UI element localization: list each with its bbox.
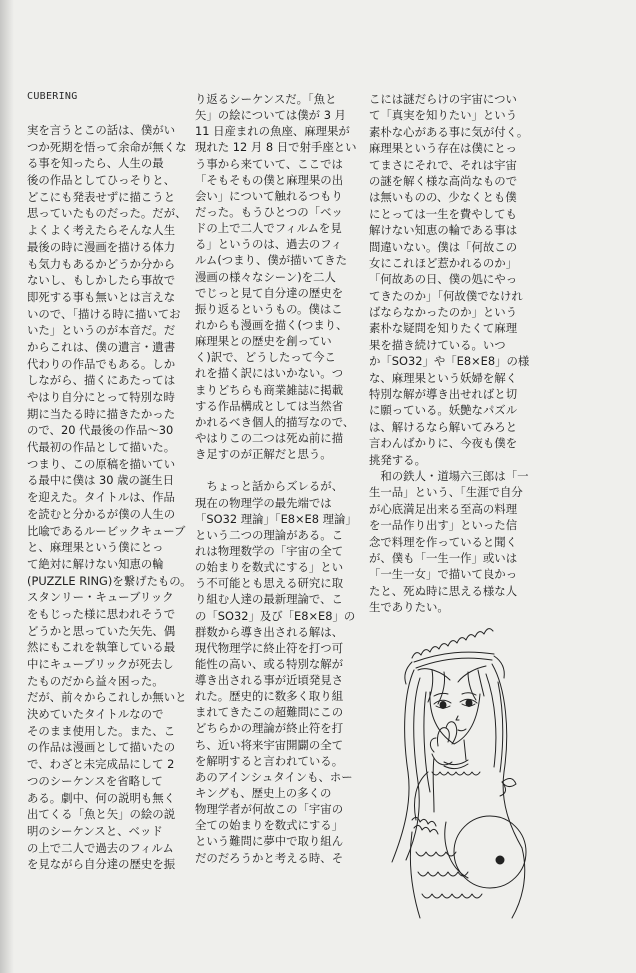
text-line: 最後の時に漫画を描ける体力	[27, 239, 176, 254]
text-line: だった。もうひとつの「ベッ	[195, 204, 343, 219]
text-line: 挑発する。	[369, 452, 426, 467]
text-line: る最中に僕は 30 歳の誕生日	[27, 473, 175, 488]
text-line: まりどちらも商業雑誌に掲載	[195, 382, 344, 397]
text-line: どちらかの理論が終止符を打	[195, 721, 344, 736]
text-line: 間違いない。僕は「何故この	[369, 239, 518, 254]
text-line: てきたのか」「何故僕でなけれ	[369, 288, 523, 303]
text-line: でじっと見て自分達の歴史を	[195, 285, 344, 300]
text-line: 果を描き続けている。いつ	[369, 337, 506, 352]
text-line: 振り返るというもの。僕はこ	[195, 301, 343, 316]
text-line: 「そもそもの僕と麻理果の出	[195, 172, 344, 187]
text-line: 全ての始まりを数式にする」	[195, 818, 344, 833]
text-line: 念で料理を作っていると聞く	[369, 534, 518, 549]
text-line: 「一生一女」で描いて良かっ	[369, 567, 518, 582]
text-line: かれるべき個人的描写なので、	[195, 414, 355, 429]
text-line: 現在の物理学の最先端では	[195, 495, 332, 510]
text-line: だのだろうかと考える時、そ	[195, 850, 344, 865]
text-line: つのシーケンスを省略して	[27, 773, 163, 788]
text-line: 代最初の作品として描いた。	[27, 440, 176, 455]
illustration-girl	[372, 622, 532, 922]
text-line: という二つの理論がある。こ	[195, 527, 344, 542]
text-line: り組む人達の最新理論で、こ	[195, 592, 343, 607]
text-line: 「何故あの日、僕の処にやっ	[369, 272, 518, 287]
text-line: は無いものの、少なくとも僕	[369, 190, 517, 205]
text-line: 後の作品としてひっそりと、	[27, 173, 176, 188]
text-line: な、麻理果という妖婦を解く	[369, 370, 518, 385]
text-line: を見ながら自分達の歴史を振	[27, 857, 176, 872]
text-line: ち、近い将来宇宙開闢の全て	[195, 737, 344, 752]
text-line: 代わりの作品でもある。しか	[27, 356, 176, 371]
text-line: 期に当たる時に描きたかった	[27, 406, 176, 421]
text-line: 会い」について触れるつもり	[195, 188, 343, 203]
paragraph	[369, 91, 533, 468]
text-line: て「真実を知りたい」という	[369, 108, 518, 123]
text-line: する作品構成としては当然省	[195, 398, 344, 413]
text-line: 漫画の様々なシーン)を二人	[195, 269, 336, 284]
text-line: 比喩であるルービックキューブ	[27, 523, 186, 538]
text-line: 麻理果という存在は僕にとっ	[369, 141, 517, 156]
text-line: こには謎だらけの宇宙につい	[369, 92, 517, 106]
text-line: 現れた 12 月 8 日で射手座とい	[195, 140, 357, 155]
text-line: の始まりを数式にする」とい	[195, 560, 344, 575]
text-line: れた。歴史的に数多く取り組	[195, 689, 344, 704]
text-line: れを描く訳にはいかない。つ	[195, 366, 344, 381]
text-line: 言わんばかりに、今夜も僕を	[369, 436, 518, 451]
text-line: たと、死ぬ時に思える様な人	[369, 583, 518, 598]
text-line: の謎を解く様な高尚なもので	[369, 173, 518, 188]
text-line: う不可能とも思える研究に取	[195, 576, 344, 591]
text-line: の作品は漫画として描いたの	[27, 740, 176, 755]
text-line: 決めていたタイトルなので	[27, 707, 164, 722]
text-line: をもじった様に思われそうで	[27, 606, 176, 621]
text-line: 実を言うとこの話は、僕がい	[27, 123, 176, 137]
text-line: 物理学者が何故この「宇宙の	[195, 802, 344, 817]
text-line: にとっては一生を費やしても	[369, 206, 517, 221]
paragraph	[195, 478, 359, 865]
text-column-2	[195, 91, 359, 866]
text-line: という難問に夢中で取り組ん	[195, 834, 344, 849]
text-line: も気力もあるかどうか分から	[27, 256, 176, 271]
text-line: 中にキューブリックが死去し	[27, 657, 174, 671]
text-line: 即死する事も無いとは言えな	[27, 289, 176, 304]
text-line: り返るシーケンスだ。「魚と	[195, 92, 337, 106]
text-line: からこれは、僕の遺言・遺書	[27, 339, 176, 354]
text-line: ばならなかったのか」という	[369, 305, 518, 320]
text-line: あのアインシュタインも、ホー	[195, 769, 353, 784]
text-line: 特別な解が導き出せればと切	[369, 387, 518, 402]
text-line: ルム(つまり、僕が描いてきた	[195, 253, 348, 268]
text-line: ドの上で二人でフィルムを見	[195, 221, 342, 236]
text-line: だが、前々からこれしか無いと	[27, 690, 187, 705]
text-line: 矢」の絵については僕が 3 月	[195, 108, 346, 123]
text-line: キングも、歴史上の多くの	[195, 786, 332, 801]
text-line: 明のシーケンスと、ベッド	[27, 823, 163, 838]
text-line: の「SO32」及び「E8×E8」の	[195, 608, 356, 623]
text-line: いた」というのが本音だ。だ	[27, 323, 176, 338]
text-line: 生でありたい。	[369, 600, 449, 615]
text-line: ある。劇中、何の説明も無く	[27, 790, 176, 805]
text-line: 然にもこれを執筆している最	[27, 640, 176, 655]
text-line: と、麻理果という僕にとっ	[27, 540, 164, 555]
text-line: は、解けるなら解いてみろと	[369, 419, 518, 434]
text-line: く)訳で、どうしたって今こ	[195, 350, 336, 365]
text-line: 導き出される事が近頃発見さ	[195, 673, 344, 688]
text-line: 現代物理学に終止符を打つ可	[195, 640, 344, 655]
text-line: よくよく考えたらそんな人生	[27, 223, 176, 238]
text-column-3	[369, 91, 533, 616]
text-line: 思っていたものだった。だが、	[27, 206, 187, 221]
text-line: う事から来ていて、ここでは	[195, 156, 343, 171]
text-line: に願っている。妖艶なパズル	[369, 403, 518, 418]
text-line: 素朴な疑問を知りたくて麻理	[369, 321, 518, 336]
text-line: つまり、この原稿を描いてい	[27, 456, 176, 471]
text-line: まれてきたこの超難問にこの	[195, 705, 344, 720]
text-line: てまさにそれで、それは宇宙	[369, 157, 517, 172]
text-line: 群数から導き出される解は、	[195, 624, 344, 639]
text-line: 能性の高い、或る特別な解が	[195, 656, 344, 671]
text-line: どうかと思っていた矢先、偶	[27, 623, 176, 638]
text-line: か「SO32」や「E8×E8」の様	[369, 354, 530, 369]
text-line: やはりこの二つは死ぬ前に描	[195, 430, 344, 445]
paragraph	[27, 122, 192, 873]
text-line: で、わざと未完成品にして 2	[27, 757, 175, 772]
text-line: いので、「描ける時に描いてお	[27, 306, 181, 321]
text-line: しながら、描くにあたっては	[27, 373, 176, 388]
text-line: 麻理果との歴史を創ってい	[195, 334, 332, 349]
text-line: 出てくる「魚と矢」の絵の説	[27, 807, 176, 822]
text-line: き足すのが正解だと思う。	[195, 447, 332, 462]
text-line: れからも漫画を描く(つまり、	[195, 317, 348, 332]
text-line: が心底満足出来る至高の料理	[369, 501, 518, 516]
text-column-1	[27, 122, 192, 873]
text-line: 11 日産まれの魚座、麻理果が	[195, 124, 350, 139]
page-header-title: CUBERING	[27, 91, 78, 102]
text-line: やはり自分にとって特別な時	[27, 390, 175, 404]
text-line: たものだから益々困った。	[27, 673, 164, 688]
scan-edge-shadow	[0, 0, 14, 973]
text-line: る」というのは、過去のフィ	[195, 237, 343, 252]
text-line: ないし、もしかしたら事故で	[27, 273, 176, 288]
paragraph	[369, 468, 533, 616]
text-line: を解明すると言われている。	[195, 753, 344, 768]
text-line: を読むと分かるが僕の人生の	[27, 506, 176, 521]
text-line: る事を知ったら、人生の最	[27, 156, 164, 171]
text-line: どこにも発表せずに描こうと	[27, 189, 176, 204]
text-line: を迎えた。タイトルは、作品	[27, 490, 175, 505]
illustration-line-art	[372, 622, 532, 922]
text-line: 和の鉄人・道場六三郎は「一	[369, 468, 529, 483]
text-line: 解けない知恵の輪である事は	[369, 223, 518, 238]
text-line: 素朴な心がある事に気が付く。	[369, 124, 529, 139]
text-line: て絶対に解けない知恵の輪	[27, 556, 164, 571]
paragraph	[195, 91, 359, 462]
text-line: 「SO32 理論」「E8×E8 理論」	[195, 511, 357, 526]
text-line: 生一品」という、「生涯で自分	[369, 485, 523, 500]
text-line: スタンリー・キューブリック	[27, 590, 174, 605]
text-line: が、僕も「一生一作」或いは	[369, 550, 518, 565]
text-line: 女にこれほど惹かれるのか」	[369, 255, 518, 270]
text-line: を一品作り出す」といった信	[369, 518, 518, 533]
text-line: つか死期を悟って余命が無くな	[27, 139, 187, 154]
text-line: れは物理数学の「宇宙の全て	[195, 543, 344, 558]
text-line: ちょっと話からズレるが、	[195, 479, 344, 494]
text-line: そのまま使用した。また、こ	[27, 723, 176, 738]
text-line: ので、20 代最後の作品～30	[27, 423, 174, 438]
text-line: の上で二人で過去のフィルム	[27, 840, 174, 855]
text-line: (PUZZLE RING)を繋げたもの。	[27, 573, 192, 588]
